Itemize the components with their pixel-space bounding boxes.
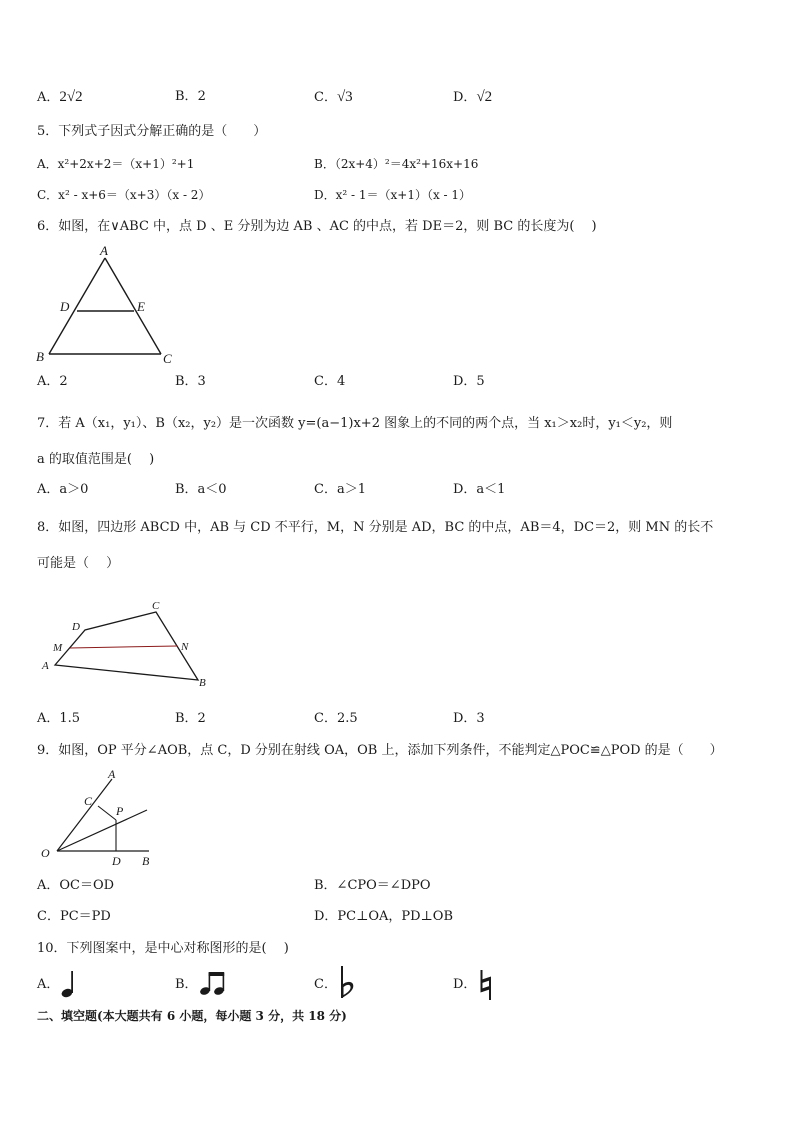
q8-stem-line1: 8．如图，四边形 ABCD 中，AB 与 CD 不平行，M，N 分别是 AD，BC 的中点，AB＝4，DC＝2，则 MN 的长不 bbox=[37, 520, 714, 535]
q5-option-d: D．x² - 1＝（x+1）（x - 1） bbox=[314, 188, 472, 202]
q10-stem: 10．下列图案中，是中心对称图形的是( ) bbox=[37, 941, 289, 956]
q8-label-n: N bbox=[181, 641, 189, 653]
q9-label-c: C bbox=[84, 794, 93, 808]
q8-option-a: A．1.5 bbox=[37, 711, 81, 726]
q7-stem-line1: 7．若 A（x₁，y₁）、B（x₂，y₂）是一次函数 y=(a−1)x+2 图象上的不同的两个点，当 x₁＞x₂时，y₁＜y₂，则 bbox=[37, 416, 673, 431]
q8-option-b: B．2 bbox=[175, 711, 206, 726]
quarter-note-icon bbox=[60, 969, 78, 999]
q6-option-a: A．2 bbox=[37, 374, 68, 389]
q9-option-d: D．PC⊥OA，PD⊥OB bbox=[314, 909, 453, 924]
q5-option-b: B．（2x+4）²＝4x²+16x+16 bbox=[314, 157, 479, 171]
q5-option-c: C．x² - x+6＝（x+3）（x - 2） bbox=[37, 188, 211, 202]
q8-label-c: C bbox=[152, 600, 160, 612]
q7-stem-line2: a 的取值范围是( ) bbox=[37, 452, 155, 467]
q9-label-b: B bbox=[142, 854, 150, 868]
q6-side-ab bbox=[49, 258, 105, 354]
q8-option-d: D．3 bbox=[453, 711, 485, 726]
q5-option-a: A．x²+2x+2＝（x+1）²+1 bbox=[37, 157, 195, 171]
q9-option-b: B．∠CPO＝∠DPO bbox=[314, 878, 431, 893]
q8-quadrilateral-figure bbox=[38, 598, 218, 690]
q9-segment-pc bbox=[98, 806, 116, 820]
q10-option-d-letter: D． bbox=[453, 977, 477, 992]
q9-ray-oa bbox=[57, 779, 112, 851]
q10-option-c-letter: C． bbox=[314, 977, 337, 992]
q8-label-d: D bbox=[72, 621, 80, 633]
q9-label-d: D bbox=[112, 854, 121, 868]
q5-stem: 5．下列式子因式分解正确的是（ ） bbox=[37, 124, 267, 139]
q9-label-a: A bbox=[108, 767, 116, 781]
q8-label-a: A bbox=[42, 660, 49, 672]
q9-label-p: P bbox=[116, 804, 124, 818]
q8-label-m: M bbox=[53, 642, 63, 654]
q4-option-c: C．√3 bbox=[314, 89, 353, 105]
q9-label-o: O bbox=[41, 846, 50, 860]
q6-label-b: B bbox=[36, 349, 44, 364]
q8-option-c: C．2.5 bbox=[314, 711, 358, 726]
q6-label-c: C bbox=[163, 351, 172, 366]
q7-option-b: B．a＜0 bbox=[175, 482, 227, 497]
q4-option-d: D．√2 bbox=[453, 89, 493, 105]
q6-triangle-figure bbox=[30, 243, 180, 368]
q7-option-a: A．a＞0 bbox=[37, 482, 89, 497]
beamed-eighth-notes-icon bbox=[199, 969, 227, 997]
q6-option-c: C．4 bbox=[314, 374, 346, 389]
q9-option-c: C．PC＝PD bbox=[37, 909, 111, 924]
q9-stem: 9．如图，OP 平分∠AOB，点 C，D 分别在射线 OA，OB 上，添加下列条件，不能判定△POC≌△POD 的是（ ） bbox=[37, 743, 723, 758]
q8-label-b: B bbox=[199, 677, 206, 689]
q4-option-b: B．2 bbox=[175, 89, 206, 104]
section-2-title: 二、填空题(本大题共有 6 小题，每小题 3 分，共 18 分) bbox=[37, 1009, 347, 1023]
q6-option-d: D．5 bbox=[453, 374, 485, 389]
q4-option-a: A．2√2 bbox=[37, 89, 83, 105]
q6-side-ac bbox=[105, 258, 161, 354]
q6-label-a: A bbox=[100, 243, 108, 258]
natural-sign-icon bbox=[479, 969, 493, 1001]
q6-label-d: D bbox=[60, 299, 70, 314]
flat-sign-icon bbox=[339, 965, 357, 1001]
q6-stem: 6．如图，在∨ABC 中，点 D 、E 分别为边 AB 、AC 的中点，若 DE＝2，则 BC 的长度为( ) bbox=[37, 219, 597, 234]
q8-stem-line2: 可能是（ ） bbox=[37, 556, 120, 571]
q8-segment-mn bbox=[70, 646, 177, 648]
q7-option-d: D．a＜1 bbox=[453, 482, 506, 497]
q9-ray-op bbox=[57, 810, 147, 851]
q9-option-a: A．OC＝OD bbox=[37, 878, 115, 893]
q10-option-a-letter: A． bbox=[37, 977, 60, 992]
q9-angle-figure bbox=[38, 765, 158, 867]
q10-option-b-letter: B． bbox=[175, 977, 198, 992]
q6-label-e: E bbox=[137, 299, 145, 314]
q7-option-c: C．a＞1 bbox=[314, 482, 366, 497]
q6-option-b: B．3 bbox=[175, 374, 206, 389]
